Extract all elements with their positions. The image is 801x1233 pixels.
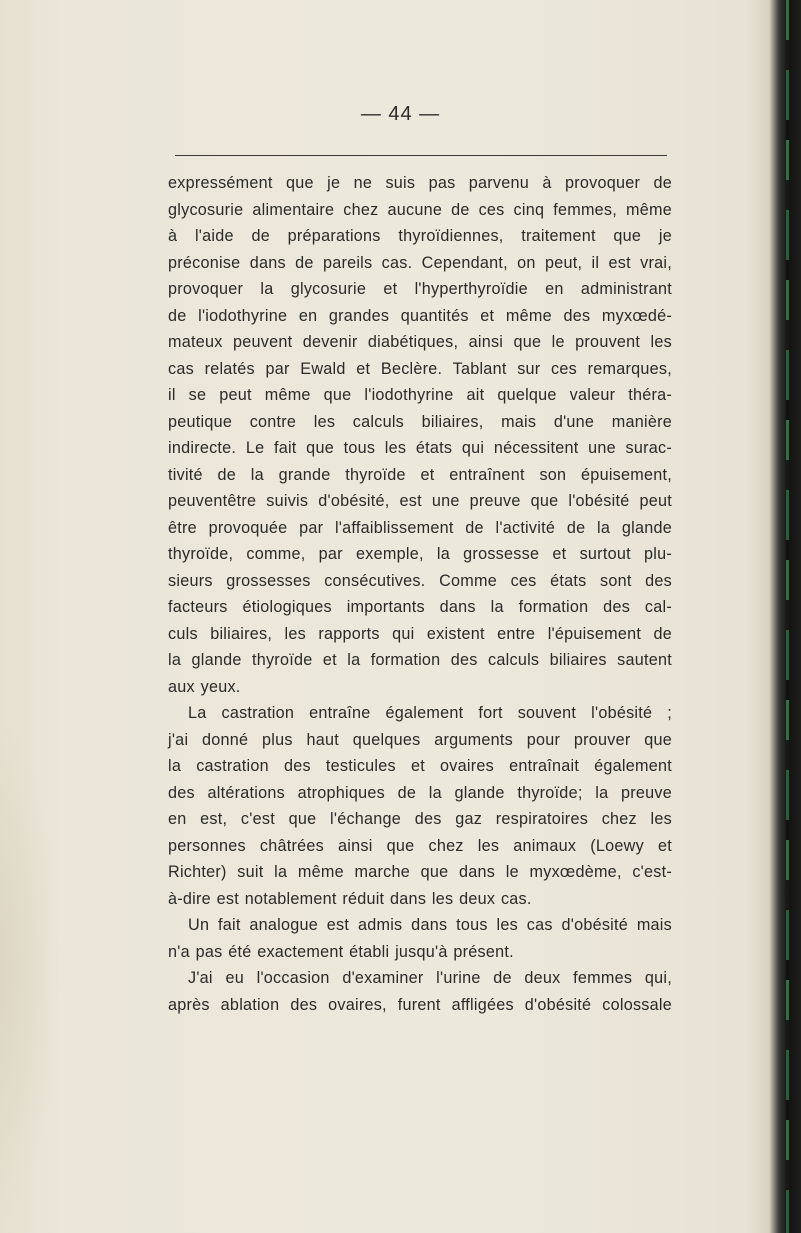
text-line: Un fait analogue est admis dans tous les cas d'obésité mais (188, 916, 672, 934)
paper-stain (0, 720, 60, 1220)
text-line: de l'iodothyrine en grandes quantités et même des myxœdé- (168, 306, 672, 325)
text-line: être provoquée par l'affaiblissement de l'activité de la glande (168, 518, 672, 537)
text-line: en est, c'est que l'échange des gaz respiratoires chez les (168, 810, 672, 828)
text-line: peutique contre les calculs biliaires, mais d'une manière (168, 412, 672, 431)
body-text (168, 170, 672, 1018)
text-line: préconise dans de pareils cas. Cependant, on peut, il est vrai, (168, 253, 672, 272)
paragraph-end-line: aux yeux. (168, 677, 241, 696)
text-line: provoquer la glycosurie et l'hyperthyroïdie en administrant (168, 280, 672, 298)
text-line: à l'aide de préparations thyroïdiennes, traitement que je (168, 227, 672, 245)
text-line: cas relatés par Ewald et Beclère. Tablant sur ces remarques, (168, 359, 672, 378)
text-line: Richter) suit la même marche que dans le myxœdème, c'est- (168, 863, 672, 881)
text-line: personnes châtrées ainsi que chez les animaux (Loewy et (168, 836, 672, 855)
text-line: J'ai eu l'occasion d'examiner l'urine de deux femmes qui, (188, 969, 672, 987)
text-line: des altérations atrophiques de la glande thyroïde; la preuve (168, 783, 672, 802)
text-line: culs biliaires, les rapports qui existent entre l'épuisement de (168, 624, 672, 643)
text-line: la castration des testicules et ovaires entraînait également (168, 757, 672, 775)
page-number: — 44 — (360, 103, 441, 125)
text-line: sieurs grossesses consécutives. Comme ces états sont des (168, 571, 672, 590)
text-line: indirecte. Le fait que tous les états qui nécessitent une surac- (168, 439, 672, 457)
text-line: tivité de la grande thyroïde et entraînent son épuisement, (168, 465, 672, 484)
page-edge-shadow (779, 0, 801, 1233)
paragraph-end-line: n'a pas été exactement établi jusqu'à présent. (168, 942, 514, 961)
text-line: la glande thyroïde et la formation des calculs biliaires sautent (168, 651, 672, 669)
paragraph-end-line: à-dire est notablement réduit dans les deux cas. (168, 889, 532, 908)
text-line: glycosurie alimentaire chez aucune de ces cinq femmes, même (168, 200, 672, 219)
header-rule (175, 155, 667, 156)
text-line: thyroïde, comme, par exemple, la grossesse et surtout plu- (168, 545, 672, 563)
text-line: j'ai donné plus haut quelques arguments pour prouver que (168, 730, 672, 749)
page-edge-binding (786, 0, 789, 1233)
text-line: mateux peuvent devenir diabétiques, ainsi que le prouvent les (168, 333, 672, 351)
text-line: il se peut même que l'iodothyrine ait quelque valeur théra- (168, 386, 672, 404)
text-line: peuventêtre suivis d'obésité, est une preuve que l'obésité peut (168, 492, 672, 510)
text-line: facteurs étiologiques importants dans la formation des cal- (168, 598, 672, 616)
text-line: expressément que je ne suis pas parvenu à provoquer de (168, 174, 672, 192)
text-line: La castration entraîne également fort souvent l'obésité ; (188, 704, 672, 722)
text-line: après ablation des ovaires, furent affligées d'obésité colossale (168, 995, 672, 1014)
